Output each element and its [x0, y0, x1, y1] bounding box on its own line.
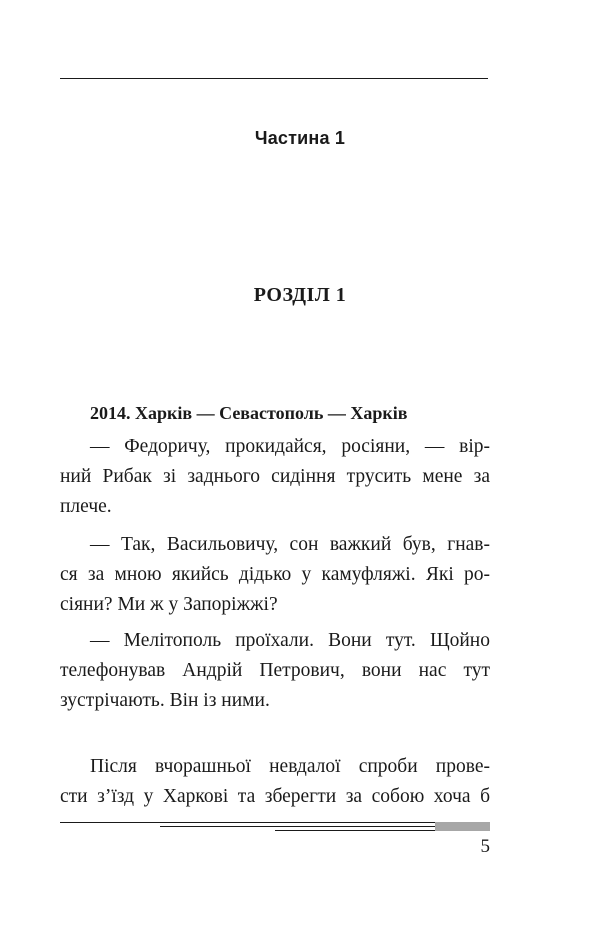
footer-rules: [60, 820, 490, 834]
paragraph-3: [60, 626, 490, 716]
paragraph-line: сіяни? Ми ж у Запоріжжі?: [60, 594, 278, 615]
paragraph-line: — Федоричу, прокидайся, росіяни, — вір-: [90, 436, 490, 457]
paragraph-line: телефонував Андрій Петрович, вони нас тут: [60, 660, 490, 681]
paragraph-2: [60, 530, 490, 620]
paragraph-line: — Мелітополь проїхали. Вони тут. Щойно: [90, 630, 490, 651]
paragraph-line: ся за мною якийсь дідько у камуфляжі. Які ро-: [60, 564, 490, 585]
paragraph-line: плече.: [60, 496, 112, 517]
header-rule: [60, 78, 488, 79]
paragraph-line: — Так, Васильовичу, сон важкий був, гнав-: [90, 534, 490, 555]
paragraph-line: сти з’їзд у Харкові та зберегти за собою хоча б: [60, 786, 490, 807]
paragraph-4: [60, 752, 490, 812]
paragraph-line: Після вчорашньої невдалої спроби прове-: [90, 756, 490, 777]
chapter-title: РОЗДІЛ 1: [253, 284, 347, 306]
paragraph-1: [60, 432, 490, 522]
footer-rule-long: [60, 822, 490, 823]
paragraph-line: ний Рибак зі заднього сидіння трусить мене за: [60, 466, 490, 487]
page-number: 5: [480, 836, 490, 857]
paragraph-line: зустрічають. Він із ними.: [60, 690, 270, 711]
section-heading: 2014. Харків — Севастополь — Харків: [90, 403, 408, 423]
footer-gray-bar: [435, 822, 490, 831]
part-title: Частина 1: [254, 128, 346, 148]
